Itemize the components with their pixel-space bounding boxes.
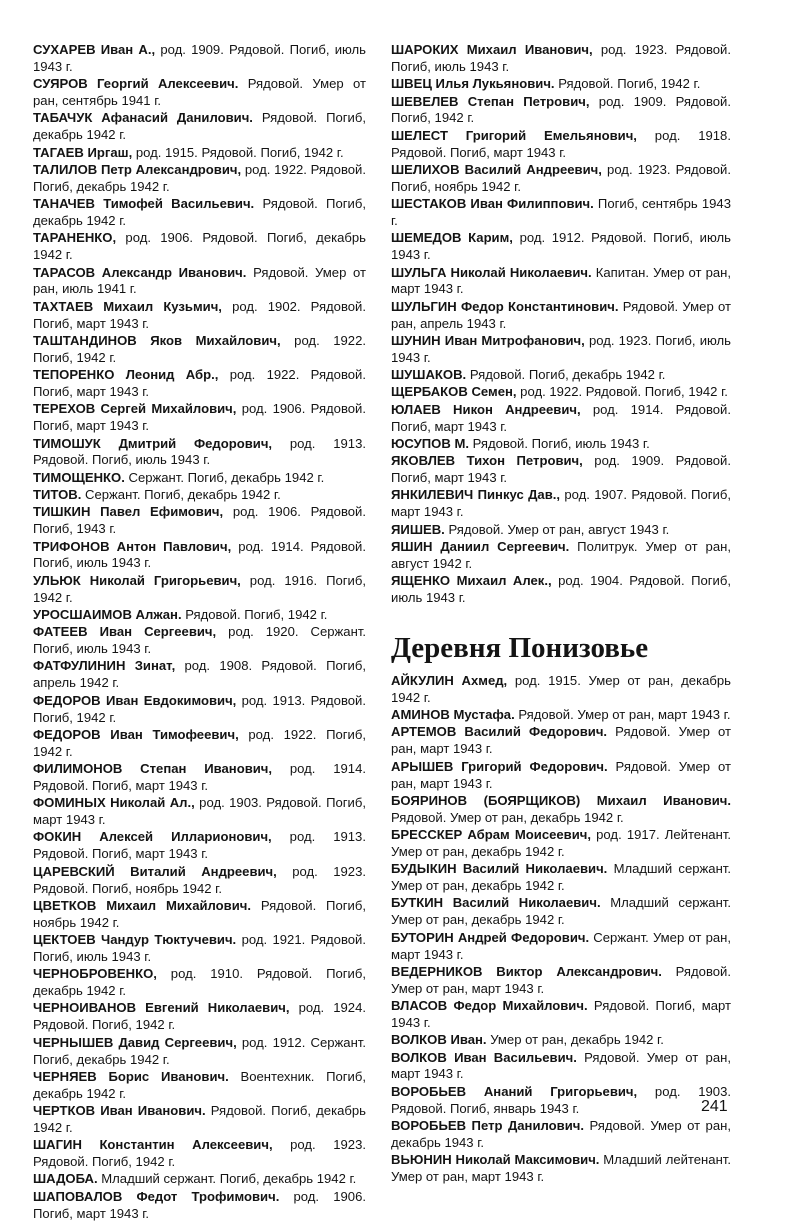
entry-name: ШУНИН Иван Митрофанович, xyxy=(391,332,585,348)
memorial-entry xyxy=(33,1000,366,1034)
entry-name: БУТОРИН Андрей Федорович. xyxy=(391,929,590,945)
entry-name: ШУЛЬГИН Федор Константинович. xyxy=(391,298,619,314)
entry-details: род. 1909. Рядовой. Погиб, июль 1943 г. xyxy=(33,42,367,74)
memorial-entry xyxy=(391,1084,731,1118)
entry-details: Сержант. Погиб, декабрь 1942 г. xyxy=(81,487,281,503)
memorial-entry xyxy=(33,1069,366,1103)
entry-name: ШАДОБА. xyxy=(33,1171,98,1187)
entry-details: Рядовой. Умер от ран, декабрь 1943 г. xyxy=(391,1117,731,1150)
entry-name: ТАРАНЕНКО, xyxy=(33,230,117,246)
entry-name: ЦЕКТОЕВ Чандур Тюктучевич. xyxy=(33,932,237,948)
entry-details: род. 1906. Рядовой. Погиб, 1943 г. xyxy=(33,504,366,537)
entry-name: ЦВЕТКОВ Михаил Михайлович. xyxy=(33,897,252,913)
entry-name: ТИТОВ. xyxy=(33,487,82,503)
memorial-entry xyxy=(391,1032,731,1049)
entry-name: ЯЩЕНКО Михаил Алек., xyxy=(391,573,552,589)
memorial-entry xyxy=(391,162,731,196)
entry-name: БОЯРИНОВ (БОЯРЩИКОВ) Михаил Иванович. xyxy=(391,792,731,808)
entry-details: Младший лейтенант. Умер от ран, март 1943 г. xyxy=(391,1152,731,1185)
entry-name: ФИЛИМОНОВ Степан Иванович, xyxy=(33,761,273,777)
entry-details: род. 1924. Рядовой. Погиб, 1942 г. xyxy=(33,1000,366,1033)
memorial-entry xyxy=(391,333,731,367)
memorial-entry xyxy=(33,829,366,863)
memorial-entry xyxy=(33,658,366,692)
entry-details: Рядовой. Погиб, 1942 г. xyxy=(181,606,328,622)
entry-details: Рядовой. Умер от ран, март 1943 г. xyxy=(391,1049,731,1082)
entry-name: ТЕПОРЕНКО Леонид Абр., xyxy=(33,367,219,383)
memorial-entry xyxy=(391,1118,731,1152)
entry-details: род. 1915. Рядовой. Погиб, 1942 г. xyxy=(132,144,344,160)
entry-details: Рядовой. Погиб, 1942 г. xyxy=(554,76,701,92)
memorial-entry xyxy=(391,930,731,964)
entry-name: ФЕДОРОВ Иван Тимофеевич, xyxy=(33,726,239,742)
memorial-entry xyxy=(391,42,731,76)
memorial-entry xyxy=(391,673,731,707)
entry-name: ЧЕРНОИВАНОВ Евгений Николаевич, xyxy=(33,1000,290,1016)
entry-details: Младший сержант. Умер от ран, декабрь 1942 г. xyxy=(391,861,731,894)
entry-name: БУТКИН Василий Николаевич. xyxy=(391,895,601,911)
entry-details: Погиб, сентябрь 1943 г. xyxy=(391,196,731,229)
memorial-entry xyxy=(391,367,731,384)
entry-details: род. 1914. Рядовой. Погиб, июль 1943 г. xyxy=(33,538,366,571)
entry-name: ВОРОБЬЕВ Петр Данилович. xyxy=(391,1117,585,1133)
entry-name: ТАГАЕВ Иргаш, xyxy=(33,144,133,160)
entry-name: ВЕДЕРНИКОВ Виктор Александрович. xyxy=(391,963,662,979)
right-column xyxy=(391,42,731,1186)
entry-details: Рядовой. Умер от ран, март 1943 г. xyxy=(514,707,731,723)
memorial-entry xyxy=(33,966,366,1000)
entry-details: Младший сержант. Умер от ран, декабрь 1942 г. xyxy=(391,895,731,928)
entry-name: ФОМИНЫХ Николай Ал., xyxy=(33,795,195,811)
entry-details: род. 1909. Рядовой. Погиб, март 1943 г. xyxy=(391,453,731,486)
memorial-entry xyxy=(391,707,731,724)
entry-name: ТАЛИЛОВ Петр Александрович, xyxy=(33,161,242,177)
memorial-entry xyxy=(391,539,731,573)
memorial-entry xyxy=(391,128,731,162)
entry-name: ВОРОБЬЕВ Ананий Григорьевич, xyxy=(391,1083,638,1099)
entry-name: ЯНКИЛЕВИЧ Пинкус Дав., xyxy=(391,487,561,503)
memorial-entry xyxy=(33,898,366,932)
entry-name: ЧЕРНЯЕВ Борис Иванович. xyxy=(33,1068,229,1084)
entry-name: АЙКУЛИН Ахмед, xyxy=(391,672,508,688)
memorial-entry xyxy=(33,607,366,624)
entry-name: ШАПОВАЛОВ Федот Трофимович. xyxy=(33,1188,280,1204)
entry-name: ШАРОКИХ Михаил Иванович, xyxy=(391,42,593,57)
entry-details: Капитан. Умер от ран, март 1943 г. xyxy=(391,264,732,297)
entry-name: ТЕРЕХОВ Сергей Михайлович, xyxy=(33,401,237,417)
entry-details: род. 1922. Погиб, 1942 г. xyxy=(33,332,366,365)
entry-details: род. 1921. Рядовой. Погиб, июль 1943 г. xyxy=(33,932,366,964)
entry-details: род. 1906. Рядовой. Погиб, март 1943 г. xyxy=(33,401,366,434)
entry-details: Рядовой. Погиб, ноябрь 1942 г. xyxy=(33,897,366,930)
memorial-entry xyxy=(33,333,366,367)
memorial-entry xyxy=(391,573,731,607)
entry-details: род. 1923. Рядовой. Погиб, июль 1943 г. xyxy=(391,42,731,74)
entry-details: род. 1922. Рядовой. Погиб, март 1943 г. xyxy=(33,367,366,400)
entry-name: ШЕЛЕСТ Григорий Емельянович, xyxy=(391,127,637,143)
memorial-entry xyxy=(33,230,366,264)
memorial-entry xyxy=(33,932,366,966)
entry-details: Рядовой. Погиб, декабрь 1942 г. xyxy=(33,1103,366,1135)
entry-details: Рядовой. Умер от ран, декабрь 1942 г. xyxy=(391,809,624,825)
entry-name: ШУЛЬГА Николай Николаевич. xyxy=(391,264,592,280)
entry-name: ШУШАКОВ. xyxy=(391,367,467,383)
entry-name: АМИНОВ Мустафа. xyxy=(391,707,515,723)
memorial-entry xyxy=(391,964,731,998)
entry-details: род. 1922. Погиб, 1942 г. xyxy=(33,726,367,759)
memorial-entry xyxy=(391,436,731,453)
memorial-entry xyxy=(391,895,731,929)
entry-details: род. 1920. Сержант. Погиб, июль 1943 г. xyxy=(33,624,366,657)
entry-details: Рядовой. Погиб, декабрь 1942 г. xyxy=(33,196,366,229)
entry-details: род. 1914. Рядовой. Погиб, март 1943 г. xyxy=(391,401,731,434)
entry-name: УРОСШАИМОВ Алжан. xyxy=(33,606,182,622)
entry-details: Рядовой. Умер от ран, июль 1941 г. xyxy=(33,264,366,297)
entry-name: ТИМОШУК Дмитрий Федорович, xyxy=(33,435,273,451)
entry-details: род. 1903. Рядовой. Погиб, март 1943 г. xyxy=(33,795,366,828)
entry-name: ШЕЛИХОВ Василий Андреевич, xyxy=(391,161,602,177)
entry-details: Рядовой. Умер от ран, апрель 1943 г. xyxy=(391,298,731,331)
entry-name: ЯИШЕВ. xyxy=(391,521,445,537)
entry-name: ВЛАСОВ Федор Михайлович. xyxy=(391,998,588,1014)
page-number: 241 xyxy=(701,1098,728,1115)
entry-name: ТРИФОНОВ Антон Павлович, xyxy=(33,538,232,554)
entry-details: род. 1916. Погиб, 1942 г. xyxy=(33,572,366,605)
section-entry-list xyxy=(391,673,731,1186)
memorial-entry xyxy=(391,299,731,333)
entry-details: род. 1923. Рядовой. Погиб, 1942 г. xyxy=(33,1137,366,1170)
entry-details: Рядовой. Умер от ран, август 1943 г. xyxy=(444,521,670,537)
entry-details: Воентехник. Погиб, декабрь 1942 г. xyxy=(33,1068,366,1101)
memorial-entry xyxy=(33,265,366,299)
entry-details: род. 1914. Рядовой. Погиб, март 1943 г. xyxy=(33,761,366,793)
entry-details: род. 1918. Рядовой. Погиб, март 1943 г. xyxy=(391,127,731,160)
memorial-entry xyxy=(391,793,731,827)
entry-details: Рядовой. Погиб, декабрь 1942 г. xyxy=(466,367,666,383)
entry-details: род. 1912. Сержант. Погиб, декабрь 1942 г. xyxy=(33,1034,366,1067)
right-column-top-list xyxy=(391,42,731,607)
memorial-entry xyxy=(391,230,731,264)
memorial-entry xyxy=(33,1137,366,1171)
entry-details: род. 1913. Рядовой. Погиб, март 1943 г. xyxy=(33,829,366,862)
entry-name: ФАТФУЛИНИН Зинат, xyxy=(33,658,176,674)
memorial-entry xyxy=(391,827,731,861)
entry-details: род. 1923. Рядовой. Погиб, ноябрь 1942 г. xyxy=(391,161,731,194)
entry-details: род. 1910. Рядовой. Погиб, декабрь 1942 г. xyxy=(33,966,366,999)
entry-details: род. 1909. Рядовой. Погиб, 1942 г. xyxy=(391,93,731,126)
entry-name: ЧЕРНЫШЕВ Давид Сергеевич, xyxy=(33,1034,237,1050)
entry-details: Политрук. Умер от ран, август 1942 г. xyxy=(391,538,731,571)
entry-details: род. 1912. Рядовой. Погиб, июль 1943 г. xyxy=(391,230,731,263)
entry-name: ШЕМЕДОВ Карим, xyxy=(391,230,513,246)
entry-details: Рядовой. Умер от ран, март 1943 г. xyxy=(391,758,731,791)
entry-name: ЮЛАЕВ Никон Андреевич, xyxy=(391,401,581,417)
entry-name: ТИШКИН Павел Ефимович, xyxy=(33,504,224,520)
memorial-entry xyxy=(33,727,366,761)
entry-name: АРЫШЕВ Григорий Федорович. xyxy=(391,758,608,774)
memorial-entry xyxy=(33,162,366,196)
memorial-entry xyxy=(391,724,731,758)
entry-name: ЦАРЕВСКИЙ Виталий Андреевич, xyxy=(33,863,277,879)
memorial-entry xyxy=(33,299,366,333)
memorial-entry xyxy=(391,384,731,401)
entry-name: ТАХТАЕВ Михаил Кузьмич, xyxy=(33,298,222,314)
memorial-entry xyxy=(33,110,366,144)
entry-name: ЧЕРНОБРОВЕНКО, xyxy=(33,966,157,982)
entry-name: ЩЕРБАКОВ Семен, xyxy=(391,384,517,400)
memorial-entry xyxy=(33,367,366,401)
memorial-entry xyxy=(33,504,366,538)
entry-name: ФАТЕЕВ Иван Сергеевич, xyxy=(33,624,217,640)
memorial-entry xyxy=(391,265,731,299)
memorial-entry xyxy=(391,487,731,521)
entry-details: род. 1913. Рядовой. Погиб, июль 1943 г. xyxy=(33,435,366,468)
memorial-entry xyxy=(391,196,731,230)
memorial-entry xyxy=(33,864,366,898)
entry-name: ТАБАЧУК Афанасий Данилович. xyxy=(33,110,253,126)
memorial-entry xyxy=(391,1050,731,1084)
memorial-entry xyxy=(391,402,731,436)
entry-name: ЮСУПОВ М. xyxy=(391,435,469,451)
memorial-entry xyxy=(33,761,366,795)
memorial-entry xyxy=(391,861,731,895)
entry-details: род. 1915. Умер от ран, декабрь 1942 г. xyxy=(391,672,731,705)
entry-name: ТАНАЧЕВ Тимофей Васильевич. xyxy=(33,196,255,212)
memorial-entry xyxy=(391,998,731,1032)
entry-name: ФЕДОРОВ Иван Евдокимович, xyxy=(33,692,237,708)
memorial-entry xyxy=(33,539,366,573)
entry-details: род. 1923. Погиб, июль 1943 г. xyxy=(391,332,732,365)
entry-details: Умер от ран, декабрь 1942 г. xyxy=(486,1032,664,1048)
memorial-entry xyxy=(33,487,366,504)
memorial-entry xyxy=(391,759,731,793)
entry-details: Рядовой. Погиб, июль 1943 г. xyxy=(469,435,650,451)
entry-name: СУЯРОВ Георгий Алексеевич. xyxy=(33,76,239,92)
entry-name: ТАШТАНДИНОВ Яков Михайлович, xyxy=(33,332,281,348)
memorial-entry xyxy=(33,693,366,727)
entry-name: БУДЫКИН Василий Николаевич. xyxy=(391,861,608,877)
entry-name: ФОКИН Алексей Илларионович, xyxy=(33,829,272,845)
memorial-entry xyxy=(33,42,366,76)
memorial-entry xyxy=(33,624,366,658)
memorial-entry xyxy=(33,401,366,435)
memorial-entry xyxy=(33,145,366,162)
entry-name: ВОЛКОВ Иван Васильевич. xyxy=(391,1049,577,1065)
memorial-entry xyxy=(391,1152,731,1186)
entry-name: ШАГИН Константин Алексеевич, xyxy=(33,1137,273,1153)
entry-details: род. 1906. Погиб, март 1943 г. xyxy=(33,1188,366,1221)
entry-details: Рядовой. Погиб, март 1943 г. xyxy=(391,998,732,1030)
entry-name: ШЕВЕЛЕВ Степан Петрович, xyxy=(391,93,590,109)
entry-details: род. 1922. Рядовой. Погиб, 1942 г. xyxy=(516,384,728,400)
memorial-entry xyxy=(33,795,366,829)
entry-name: ТИМОЩЕНКО. xyxy=(33,469,125,485)
memorial-entry xyxy=(391,76,731,93)
entry-details: Рядовой. Умер от ран, сентябрь 1941 г. xyxy=(33,76,366,109)
memorial-entry xyxy=(33,1035,366,1069)
section-title: Деревня Понизовье xyxy=(391,631,649,664)
memorial-entry xyxy=(33,1189,366,1223)
entry-details: Рядовой. Умер от ран, март 1943 г. xyxy=(391,963,731,996)
entry-name: ВОЛКОВ Иван. xyxy=(391,1032,487,1048)
memorial-entry xyxy=(33,470,366,487)
entry-name: БРЕССКЕР Абрам Моисеевич, xyxy=(391,827,592,843)
entry-details: род. 1917. Лейтенант. Умер от ран, декабрь 1942 г. xyxy=(391,827,731,859)
entry-details: род. 1923. Рядовой. Погиб, ноябрь 1942 г. xyxy=(33,863,366,896)
entry-name: ШЕСТАКОВ Иван Филиппович. xyxy=(391,196,594,212)
entry-details: род. 1908. Рядовой. Погиб, апрель 1942 г. xyxy=(33,658,366,691)
entry-details: род. 1904. Рядовой. Погиб, июль 1943 г. xyxy=(391,573,732,606)
entry-name: УЛЬЮК Николай Григорьевич, xyxy=(33,572,241,588)
memorial-entry xyxy=(33,196,366,230)
memorial-entry xyxy=(33,1171,366,1188)
entry-details: род. 1903. Рядовой. Погиб, январь 1943 г. xyxy=(391,1083,731,1116)
entry-name: ВЬЮНИН Николай Максимович. xyxy=(391,1152,600,1168)
memorial-entry xyxy=(391,522,731,539)
entry-name: ЯКОВЛЕВ Тихон Петрович, xyxy=(391,453,583,469)
entry-details: Рядовой. Умер от ран, март 1943 г. xyxy=(391,724,731,757)
memorial-entry xyxy=(33,1103,366,1137)
memorial-entry xyxy=(33,76,366,110)
left-column xyxy=(33,42,366,1223)
entry-details: род. 1922. Рядовой. Погиб, декабрь 1942 г. xyxy=(33,161,366,194)
entry-details: род. 1907. Рядовой. Погиб, март 1943 г. xyxy=(391,487,731,520)
entry-name: ТАРАСОВ Александр Иванович. xyxy=(33,264,247,280)
memorial-entry xyxy=(33,573,366,607)
entry-name: ШВЕЦ Илья Лукьянович. xyxy=(391,76,555,92)
entry-details: Младший сержант. Погиб, декабрь 1942 г. xyxy=(97,1171,357,1187)
entry-details: Рядовой. Погиб, декабрь 1942 г. xyxy=(33,110,366,143)
entry-details: род. 1906. Рядовой. Погиб, декабрь 1942 г. xyxy=(33,230,366,263)
memorial-entry xyxy=(33,436,366,470)
entry-details: Сержант. Умер от ран, март 1943 г. xyxy=(391,929,732,962)
entry-name: СУХАРЕВ Иван А., xyxy=(33,42,156,57)
entry-name: ЯШИН Даниил Сергеевич. xyxy=(391,538,570,554)
entry-details: Сержант. Погиб, декабрь 1942 г. xyxy=(124,469,325,485)
entry-name: ЧЕРТКОВ Иван Иванович. xyxy=(33,1103,206,1119)
entry-name: АРТЕМОВ Василий Федорович. xyxy=(391,724,608,740)
entry-details: род. 1913. Рядовой. Погиб, 1942 г. xyxy=(33,692,366,725)
memorial-entry xyxy=(391,453,731,487)
entry-details: род. 1902. Рядовой. Погиб, март 1943 г. xyxy=(33,298,366,331)
memorial-entry xyxy=(391,94,731,128)
